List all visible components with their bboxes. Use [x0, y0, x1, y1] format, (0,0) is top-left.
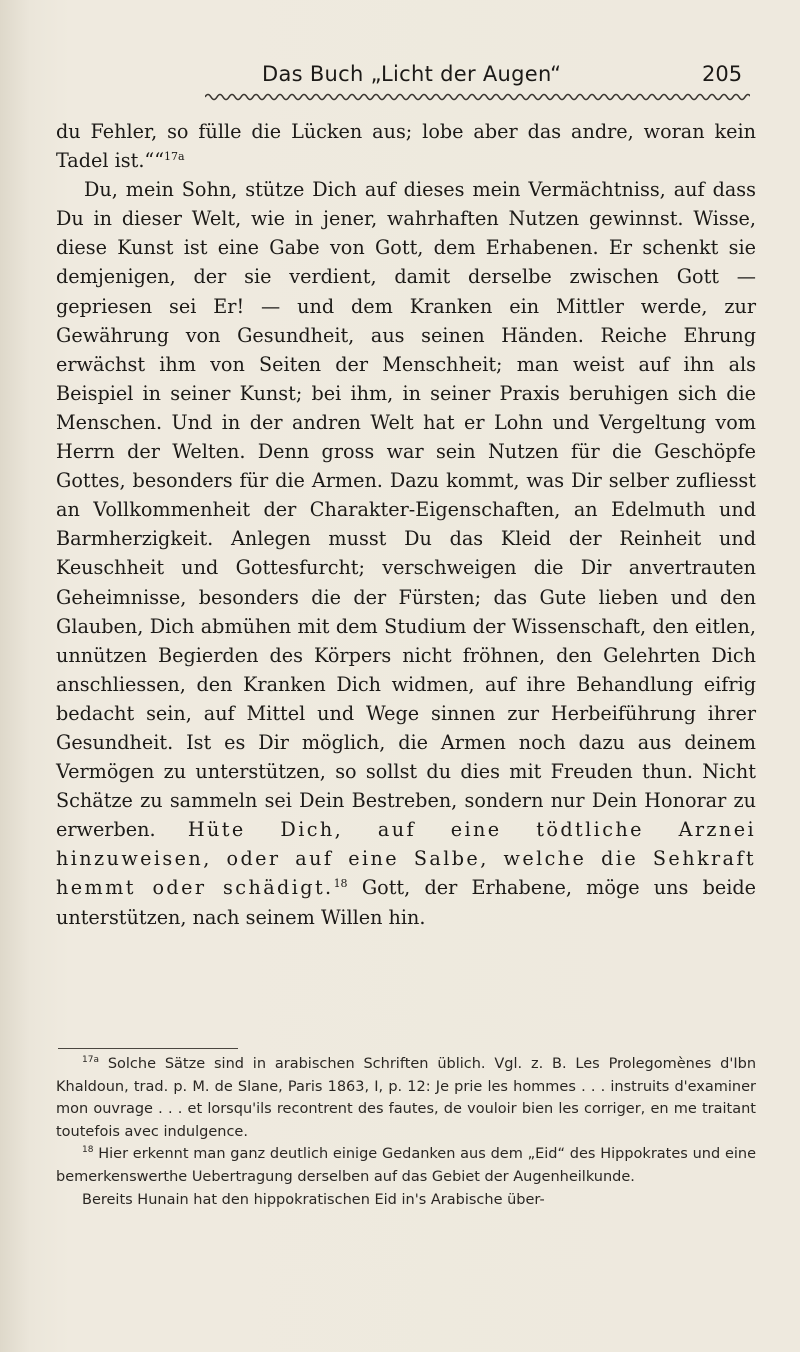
footnote-18-continuation: Bereits Hunain hat den hippokratischen Eid in's Arabische über- — [82, 1191, 545, 1208]
page-number: 205 — [702, 62, 743, 86]
main-text — [56, 117, 756, 932]
paragraph-text: Du, mein Sohn, stütze Dich auf dieses mein Vermächtniss, auf dass Du in dieser Welt, wie in jener, wahrhaften Nutzen gewinnst. Wisse, diese Kunst ist eine Gabe von Gott, dem Erhabenen. Er schenkt sie demjenigen, der sie verdient, damit derselbe zwischen Gott — gepriesen sei Er! — und dem Kranken ein Mittler werde, zur Gewährung von Gesundheit, aus seinen Händen. Reiche Ehrung erwächst ihm von Seiten der Menschheit; man weist auf ihn als Beispiel in seiner Kunst; bei ihm, in seiner Praxis beruhigen sich die Menschen. Und in der andren Welt hat er Lohn und Vergeltung vom Herrn der Welten. Denn gross war sein Nutzen für die Geschöpfe Gottes, besonders für die Armen. Dazu kommt, was Dir selber zufliesst an Vollkommenheit der Charakter-Eigenschaften, an Edelmuth und Barmherzigkeit. Anlegen musst Du das Kleid der Reinheit und Keuschheit und Gottesfurcht; verschweigen die Dir anvertrauten Geheimnisse, besonders die der Fürsten; das Gute lieben und den Glauben, Dich abmühen mit dem Studium der Wissenschaft, den eitlen, unnützen Begierden des Körpers nicht fröhnen, den Gelehrten Dich anschliessen, den Kranken Dich widmen, auf ihre Behandlung eifrig bedacht sein, auf Mittel und Wege sinnen zur Herbeiführung ihrer Gesundheit. Ist es Dir möglich, die Armen noch dazu aus deinem Vermögen zu unterstützen, so sollst du dies mit Freuden thun. Nicht Schätze zu sammeln sei Dein Bestreben, sondern nur Dein Honorar zu erwerben. — [56, 178, 756, 842]
decorative-wave-rule — [205, 90, 750, 104]
paragraph-closing: Gott, der Erhabene, möge uns beide unterstützen, nach seinem Willen hin. — [56, 876, 756, 929]
paragraph-testament — [56, 175, 756, 931]
spaced-emphasis: Hüte Dich, auf eine tödtliche Arznei hinzuweisen, oder auf eine Salbe, welche die Sehkraft hemmt oder schädigt. — [56, 818, 756, 900]
footnote-ref-17a: 17a — [164, 150, 185, 164]
footnotes — [56, 1053, 756, 1211]
footnote-17a: $^{17a}$ Solche Sätze sind in arabischen Schriften üblich. Vgl. z. B. Les Prolegomènes d'Ibn Khaldoun, trad. p. M. de Slane, Paris 1863, I, p. 12: Je prie les hommes . . . instruits d'examiner mon ouvrage . . . et lorsqu'ils recontrent des fautes, de vouloir bien les corriger, en me traitant toutefois avec indulgence. — [56, 1055, 757, 1140]
running-header — [0, 62, 800, 92]
footnote-ref-18: 18 — [333, 877, 348, 891]
footnote-18: $^{18}$ Hier erkennt man ganz deutlich einige Gedanken aus dem „Eid“ des Hippokrates und eine bemerkenswerthe Uebertragung derselben auf das Gebiet der Augenheilkunde. — [56, 1145, 756, 1185]
footnote-marker-17a: 17a — [82, 1055, 99, 1065]
footnote-separator — [58, 1048, 238, 1049]
footnote-marker-18: 18 — [82, 1145, 94, 1156]
running-title: Das Buch „Licht der Augen“ — [262, 62, 562, 86]
paragraph-continuation: du Fehler, so fülle die Lücken aus; lobe aber das andre, woran kein Tadel ist.““$^{17a}$ — [56, 120, 756, 173]
